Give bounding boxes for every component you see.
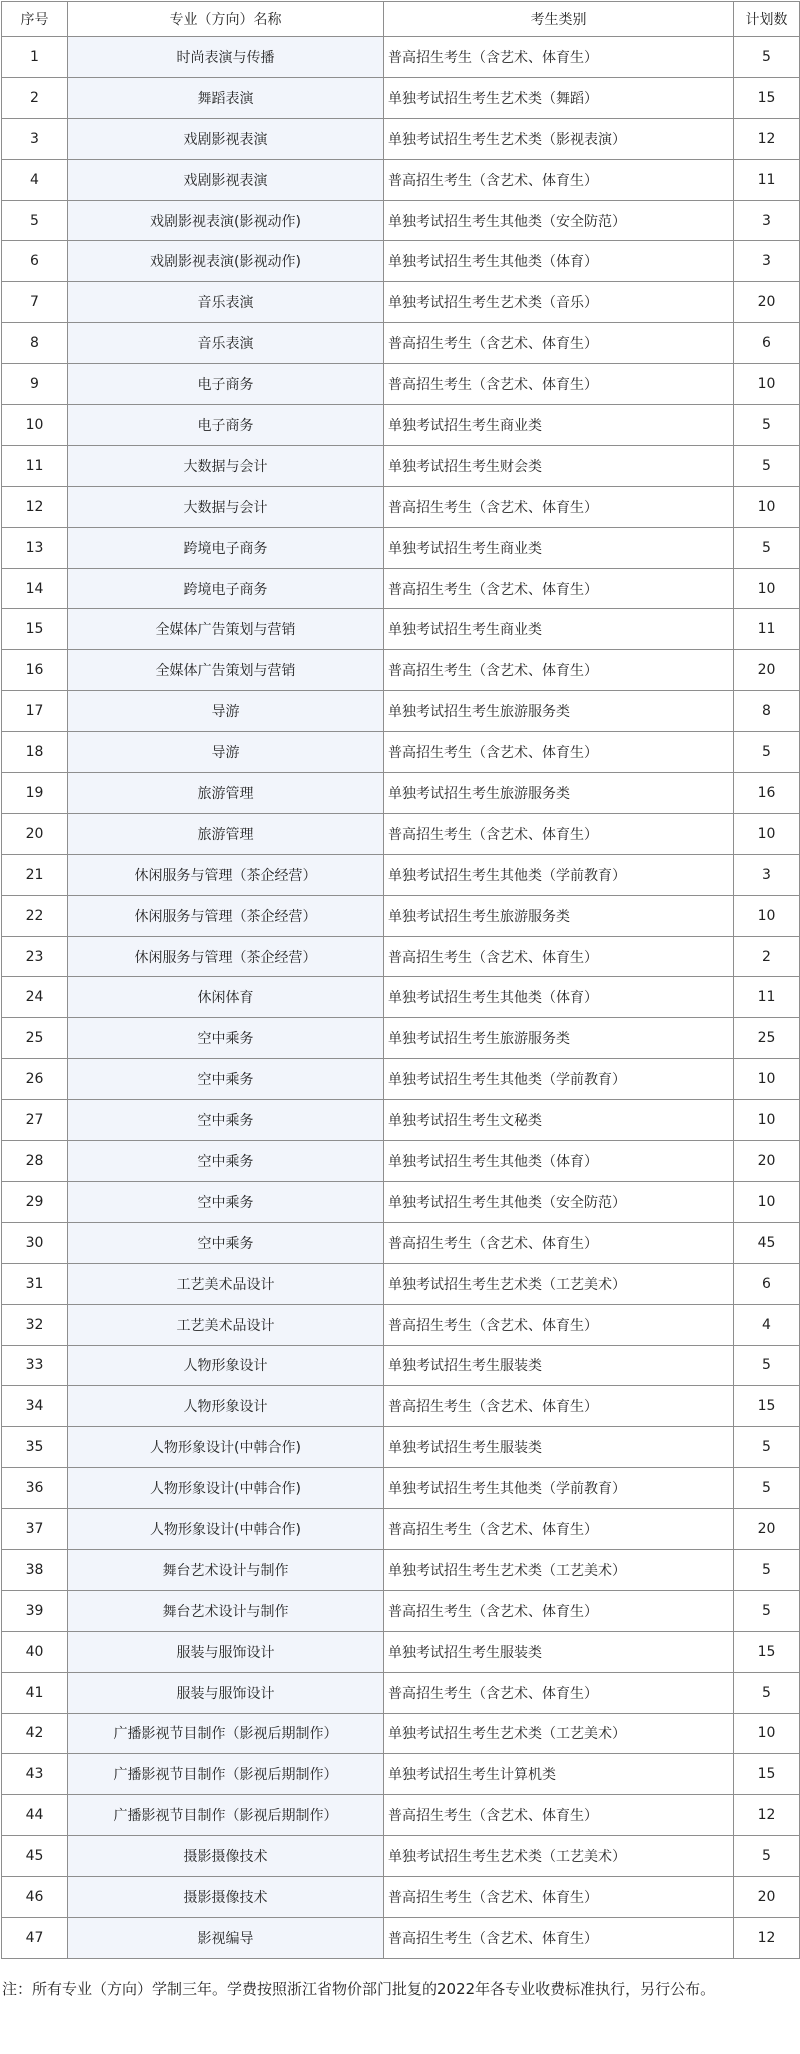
cell-category: 普高招生考生（含艺术、体育生） [384, 1672, 734, 1713]
cell-plan: 10 [734, 1059, 800, 1100]
cell-plan: 12 [734, 1917, 800, 1958]
cell-major: 摄影摄像技术 [68, 1836, 384, 1877]
cell-seq: 15 [2, 609, 68, 650]
cell-category: 单独考试招生考生其他类（安全防范） [384, 200, 734, 241]
cell-major: 人物形象设计 [68, 1386, 384, 1427]
cell-major: 休闲服务与管理（茶企经营） [68, 936, 384, 977]
cell-category: 单独考试招生考生旅游服务类 [384, 895, 734, 936]
cell-seq: 4 [2, 159, 68, 200]
cell-category: 单独考试招生考生艺术类（工艺美术） [384, 1713, 734, 1754]
cell-seq: 39 [2, 1590, 68, 1631]
table-row [2, 323, 800, 364]
cell-category: 普高招生考生（含艺术、体育生） [384, 1795, 734, 1836]
cell-plan: 4 [734, 1304, 800, 1345]
cell-major: 影视编导 [68, 1917, 384, 1958]
cell-category: 单独考试招生考生旅游服务类 [384, 691, 734, 732]
cell-major: 空中乘务 [68, 1100, 384, 1141]
cell-seq: 34 [2, 1386, 68, 1427]
cell-seq: 28 [2, 1141, 68, 1182]
cell-major: 摄影摄像技术 [68, 1877, 384, 1918]
cell-seq: 40 [2, 1631, 68, 1672]
cell-seq: 26 [2, 1059, 68, 1100]
cell-seq: 33 [2, 1345, 68, 1386]
cell-seq: 43 [2, 1754, 68, 1795]
cell-plan: 15 [734, 1386, 800, 1427]
cell-major: 大数据与会计 [68, 445, 384, 486]
table-row [2, 1141, 800, 1182]
cell-plan: 25 [734, 1018, 800, 1059]
cell-major: 空中乘务 [68, 1059, 384, 1100]
cell-major: 休闲体育 [68, 977, 384, 1018]
cell-category: 普高招生考生（含艺术、体育生） [384, 1386, 734, 1427]
cell-seq: 32 [2, 1304, 68, 1345]
table-row [2, 1263, 800, 1304]
cell-seq: 10 [2, 405, 68, 446]
cell-seq: 18 [2, 732, 68, 773]
cell-major: 全媒体广告策划与营销 [68, 650, 384, 691]
cell-plan: 11 [734, 159, 800, 200]
cell-plan: 2 [734, 936, 800, 977]
table-row [2, 1672, 800, 1713]
cell-category: 普高招生考生（含艺术、体育生） [384, 732, 734, 773]
cell-major: 电子商务 [68, 364, 384, 405]
table-row [2, 1181, 800, 1222]
cell-major: 空中乘务 [68, 1222, 384, 1263]
table-row [2, 1509, 800, 1550]
cell-category: 单独考试招生考生艺术类（影视表演） [384, 118, 734, 159]
table-row [2, 895, 800, 936]
cell-category: 普高招生考生（含艺术、体育生） [384, 1304, 734, 1345]
cell-seq: 16 [2, 650, 68, 691]
cell-seq: 8 [2, 323, 68, 364]
cell-plan: 5 [734, 405, 800, 446]
cell-category: 普高招生考生（含艺术、体育生） [384, 1877, 734, 1918]
table-row [2, 200, 800, 241]
table-row [2, 609, 800, 650]
table-row [2, 1877, 800, 1918]
cell-major: 广播影视节目制作（影视后期制作） [68, 1795, 384, 1836]
table-row [2, 527, 800, 568]
table-row [2, 691, 800, 732]
cell-plan: 10 [734, 1713, 800, 1754]
cell-plan: 15 [734, 77, 800, 118]
cell-major: 人物形象设计(中韩合作) [68, 1427, 384, 1468]
cell-plan: 20 [734, 1509, 800, 1550]
cell-seq: 24 [2, 977, 68, 1018]
cell-seq: 6 [2, 241, 68, 282]
cell-seq: 21 [2, 854, 68, 895]
cell-seq: 3 [2, 118, 68, 159]
cell-major: 全媒体广告策划与营销 [68, 609, 384, 650]
cell-major: 服装与服饰设计 [68, 1672, 384, 1713]
cell-plan: 5 [734, 1345, 800, 1386]
header-category: 考生类别 [384, 2, 734, 37]
cell-category: 单独考试招生考生旅游服务类 [384, 773, 734, 814]
cell-plan: 10 [734, 364, 800, 405]
cell-plan: 6 [734, 1263, 800, 1304]
cell-category: 单独考试招生考生其他类（学前教育） [384, 1468, 734, 1509]
header-seq: 序号 [2, 2, 68, 37]
cell-plan: 15 [734, 1631, 800, 1672]
cell-major: 人物形象设计(中韩合作) [68, 1509, 384, 1550]
cell-category: 普高招生考生（含艺术、体育生） [384, 1509, 734, 1550]
cell-major: 电子商务 [68, 405, 384, 446]
cell-category: 单独考试招生考生其他类（学前教育） [384, 1059, 734, 1100]
cell-major: 舞台艺术设计与制作 [68, 1549, 384, 1590]
cell-plan: 45 [734, 1222, 800, 1263]
table-row [2, 364, 800, 405]
cell-plan: 20 [734, 282, 800, 323]
cell-category: 普高招生考生（含艺术、体育生） [384, 650, 734, 691]
cell-seq: 31 [2, 1263, 68, 1304]
cell-major: 导游 [68, 691, 384, 732]
table-row [2, 1836, 800, 1877]
cell-category: 单独考试招生考生其他类（学前教育） [384, 854, 734, 895]
cell-category: 单独考试招生考生服装类 [384, 1345, 734, 1386]
cell-major: 广播影视节目制作（影视后期制作） [68, 1713, 384, 1754]
cell-plan: 5 [734, 1427, 800, 1468]
table-row [2, 650, 800, 691]
cell-seq: 9 [2, 364, 68, 405]
table-row [2, 1754, 800, 1795]
table-row [2, 936, 800, 977]
cell-plan: 6 [734, 323, 800, 364]
cell-category: 普高招生考生（含艺术、体育生） [384, 37, 734, 78]
cell-plan: 10 [734, 895, 800, 936]
table-row [2, 486, 800, 527]
cell-plan: 16 [734, 773, 800, 814]
cell-seq: 7 [2, 282, 68, 323]
table-row [2, 159, 800, 200]
cell-major: 工艺美术品设计 [68, 1263, 384, 1304]
table-row [2, 445, 800, 486]
cell-major: 音乐表演 [68, 323, 384, 364]
cell-seq: 47 [2, 1917, 68, 1958]
cell-major: 空中乘务 [68, 1181, 384, 1222]
cell-category: 普高招生考生（含艺术、体育生） [384, 364, 734, 405]
cell-plan: 5 [734, 1468, 800, 1509]
cell-major: 休闲服务与管理（茶企经营） [68, 854, 384, 895]
table-row [2, 405, 800, 446]
cell-category: 普高招生考生（含艺术、体育生） [384, 159, 734, 200]
table-row [2, 1713, 800, 1754]
cell-major: 戏剧影视表演 [68, 159, 384, 200]
cell-seq: 12 [2, 486, 68, 527]
cell-plan: 20 [734, 1877, 800, 1918]
table-row [2, 773, 800, 814]
cell-seq: 41 [2, 1672, 68, 1713]
table-row [2, 1468, 800, 1509]
cell-plan: 15 [734, 1754, 800, 1795]
cell-category: 单独考试招生考生计算机类 [384, 1754, 734, 1795]
cell-seq: 14 [2, 568, 68, 609]
table-row [2, 1549, 800, 1590]
table-row [2, 241, 800, 282]
cell-plan: 3 [734, 200, 800, 241]
cell-plan: 10 [734, 1100, 800, 1141]
cell-major: 音乐表演 [68, 282, 384, 323]
cell-seq: 25 [2, 1018, 68, 1059]
cell-category: 普高招生考生（含艺术、体育生） [384, 936, 734, 977]
cell-plan: 5 [734, 732, 800, 773]
cell-major: 空中乘务 [68, 1018, 384, 1059]
cell-plan: 8 [734, 691, 800, 732]
table-row [2, 1100, 800, 1141]
cell-category: 单独考试招生考生艺术类（工艺美术） [384, 1836, 734, 1877]
cell-plan: 12 [734, 118, 800, 159]
cell-seq: 44 [2, 1795, 68, 1836]
cell-category: 单独考试招生考生服装类 [384, 1631, 734, 1672]
cell-category: 普高招生考生（含艺术、体育生） [384, 323, 734, 364]
cell-category: 单独考试招生考生旅游服务类 [384, 1018, 734, 1059]
enrollment-plan-table [1, 1, 800, 1959]
table-row [2, 1631, 800, 1672]
cell-plan: 10 [734, 1181, 800, 1222]
cell-major: 时尚表演与传播 [68, 37, 384, 78]
cell-major: 戏剧影视表演(影视动作) [68, 241, 384, 282]
table-row [2, 977, 800, 1018]
cell-plan: 11 [734, 609, 800, 650]
cell-major: 空中乘务 [68, 1141, 384, 1182]
table-row [2, 1018, 800, 1059]
cell-category: 单独考试招生考生商业类 [384, 405, 734, 446]
cell-category: 单独考试招生考生服装类 [384, 1427, 734, 1468]
cell-major: 广播影视节目制作（影视后期制作） [68, 1754, 384, 1795]
cell-seq: 37 [2, 1509, 68, 1550]
table-row [2, 77, 800, 118]
footnote: 注：所有专业（方向）学制三年。学费按照浙江省物价部门批复的2022年各专业收费标准执行，另行公布。 [2, 1980, 716, 1998]
cell-plan: 11 [734, 977, 800, 1018]
cell-plan: 10 [734, 568, 800, 609]
cell-plan: 12 [734, 1795, 800, 1836]
cell-seq: 19 [2, 773, 68, 814]
table-row [2, 1059, 800, 1100]
cell-plan: 3 [734, 854, 800, 895]
cell-seq: 42 [2, 1713, 68, 1754]
cell-major: 跨境电子商务 [68, 527, 384, 568]
cell-plan: 5 [734, 1590, 800, 1631]
cell-category: 单独考试招生考生艺术类（工艺美术） [384, 1263, 734, 1304]
cell-seq: 29 [2, 1181, 68, 1222]
cell-category: 普高招生考生（含艺术、体育生） [384, 486, 734, 527]
table-row [2, 37, 800, 78]
cell-major: 导游 [68, 732, 384, 773]
cell-seq: 45 [2, 1836, 68, 1877]
table-row [2, 282, 800, 323]
cell-plan: 5 [734, 1836, 800, 1877]
cell-major: 跨境电子商务 [68, 568, 384, 609]
cell-major: 舞蹈表演 [68, 77, 384, 118]
cell-plan: 5 [734, 1672, 800, 1713]
table-row [2, 1304, 800, 1345]
cell-seq: 1 [2, 37, 68, 78]
cell-seq: 27 [2, 1100, 68, 1141]
cell-seq: 35 [2, 1427, 68, 1468]
header-major: 专业（方向）名称 [68, 2, 384, 37]
cell-seq: 46 [2, 1877, 68, 1918]
cell-category: 单独考试招生考生其他类（安全防范） [384, 1181, 734, 1222]
cell-major: 戏剧影视表演 [68, 118, 384, 159]
table-row [2, 1427, 800, 1468]
cell-category: 单独考试招生考生其他类（体育） [384, 241, 734, 282]
cell-seq: 23 [2, 936, 68, 977]
cell-seq: 36 [2, 1468, 68, 1509]
cell-plan: 5 [734, 527, 800, 568]
cell-major: 旅游管理 [68, 773, 384, 814]
table-row [2, 1386, 800, 1427]
cell-seq: 20 [2, 813, 68, 854]
table-row [2, 1795, 800, 1836]
cell-category: 单独考试招生考生其他类（体育） [384, 1141, 734, 1182]
cell-major: 人物形象设计 [68, 1345, 384, 1386]
cell-category: 普高招生考生（含艺术、体育生） [384, 813, 734, 854]
cell-category: 单独考试招生考生艺术类（舞蹈） [384, 77, 734, 118]
cell-major: 舞台艺术设计与制作 [68, 1590, 384, 1631]
cell-plan: 10 [734, 486, 800, 527]
cell-category: 单独考试招生考生商业类 [384, 527, 734, 568]
cell-category: 普高招生考生（含艺术、体育生） [384, 568, 734, 609]
table-header-row [2, 2, 800, 37]
table-row [2, 732, 800, 773]
cell-major: 工艺美术品设计 [68, 1304, 384, 1345]
cell-category: 单独考试招生考生财会类 [384, 445, 734, 486]
cell-seq: 11 [2, 445, 68, 486]
table-row [2, 118, 800, 159]
cell-seq: 13 [2, 527, 68, 568]
cell-category: 普高招生考生（含艺术、体育生） [384, 1917, 734, 1958]
table-row [2, 813, 800, 854]
cell-plan: 20 [734, 1141, 800, 1182]
cell-seq: 17 [2, 691, 68, 732]
cell-category: 普高招生考生（含艺术、体育生） [384, 1222, 734, 1263]
table-row [2, 1917, 800, 1958]
cell-plan: 20 [734, 650, 800, 691]
cell-plan: 5 [734, 37, 800, 78]
cell-category: 普高招生考生（含艺术、体育生） [384, 1590, 734, 1631]
cell-category: 单独考试招生考生艺术类（工艺美术） [384, 1549, 734, 1590]
cell-seq: 22 [2, 895, 68, 936]
cell-seq: 2 [2, 77, 68, 118]
cell-category: 单独考试招生考生艺术类（音乐） [384, 282, 734, 323]
table-row [2, 854, 800, 895]
cell-seq: 38 [2, 1549, 68, 1590]
table-row [2, 1590, 800, 1631]
cell-plan: 5 [734, 445, 800, 486]
table-row [2, 568, 800, 609]
cell-category: 单独考试招生考生商业类 [384, 609, 734, 650]
cell-plan: 5 [734, 1549, 800, 1590]
cell-major: 旅游管理 [68, 813, 384, 854]
cell-major: 戏剧影视表演(影视动作) [68, 200, 384, 241]
cell-major: 大数据与会计 [68, 486, 384, 527]
cell-category: 单独考试招生考生其他类（体育） [384, 977, 734, 1018]
cell-seq: 5 [2, 200, 68, 241]
table-row [2, 1345, 800, 1386]
table-row [2, 1222, 800, 1263]
cell-major: 人物形象设计(中韩合作) [68, 1468, 384, 1509]
cell-major: 休闲服务与管理（茶企经营） [68, 895, 384, 936]
cell-category: 单独考试招生考生文秘类 [384, 1100, 734, 1141]
cell-plan: 3 [734, 241, 800, 282]
header-plan: 计划数 [734, 2, 800, 37]
cell-seq: 30 [2, 1222, 68, 1263]
cell-major: 服装与服饰设计 [68, 1631, 384, 1672]
cell-plan: 10 [734, 813, 800, 854]
